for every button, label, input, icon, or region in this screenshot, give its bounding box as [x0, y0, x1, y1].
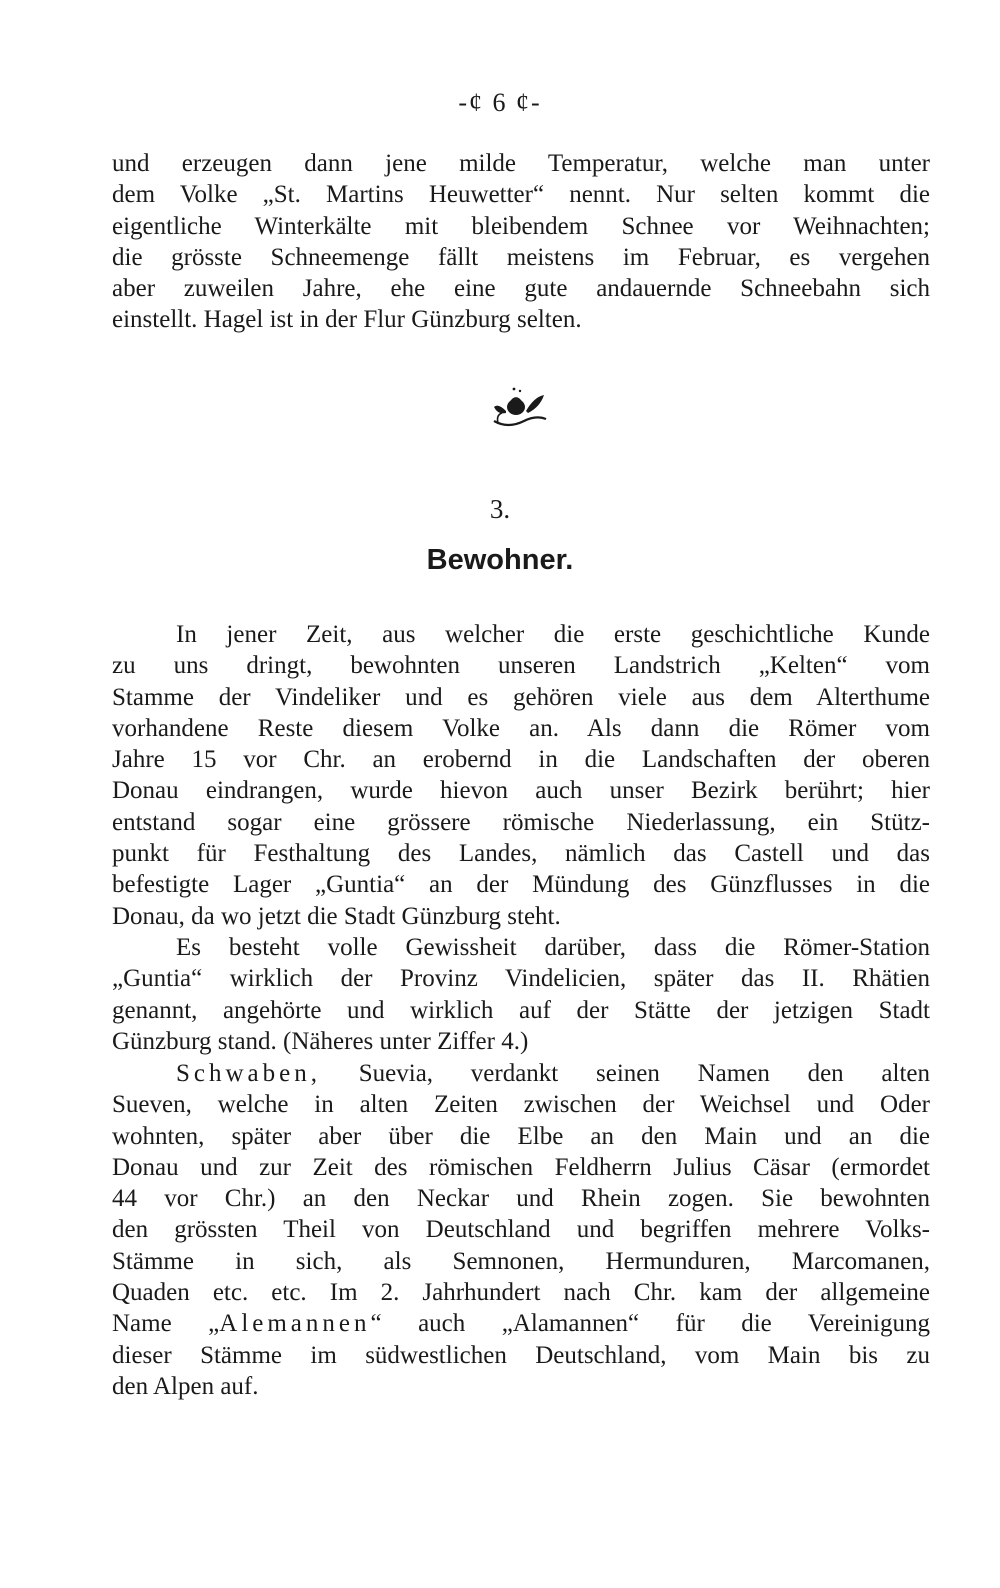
- text-line: Quaden etc. etc. Im 2. Jahrhundert nach Chr. kam der allgemeine: [112, 1279, 930, 1307]
- text-line: eigentliche Winterkälte mit bleibendem Schnee vor Weihnachten;: [112, 212, 930, 240]
- spaced-word: Schwaben,: [176, 1060, 321, 1087]
- text-line: aber zuweilen Jahre, ehe eine gute andauernde Schneebahn sich: [112, 275, 930, 303]
- text-line: befestigte Lager „Guntia“ an der Mündung des Günzflusses in die: [112, 871, 930, 899]
- text-line: entstand sogar eine grössere römische Niederlassung, ein Stütz-: [112, 808, 930, 836]
- paragraph: [112, 1058, 930, 1402]
- text-line: Jahre 15 vor Chr. an erobernd in die Landschaften der oberen: [112, 746, 930, 774]
- text-line: dieser Stämme im südwestlichen Deutschland, vom Main bis zu: [112, 1341, 930, 1369]
- intro-paragraph: [112, 148, 930, 336]
- text-line: den Alpen auf.: [112, 1372, 259, 1400]
- text-line: [112, 1308, 930, 1339]
- page-number: -¢ 6 ¢-: [458, 88, 542, 117]
- text-line: Es besteht volle Gewissheit darüber, dass die Römer-Station: [176, 934, 930, 961]
- paragraph: [112, 932, 930, 1057]
- text-line: den grössten Theil von Deutschland und begriffen mehrere Volks-: [112, 1216, 930, 1244]
- text-line: Stämme in sich, als Semnonen, Hermunduren, Marcomanen,: [112, 1247, 930, 1275]
- section-title: Bewohner.: [426, 544, 574, 576]
- text-line: [112, 1058, 930, 1089]
- section-number: 3.: [489, 494, 511, 524]
- paragraph: [112, 619, 930, 932]
- text-line: punkt für Festhaltung des Landes, nämlich das Castell und das: [112, 840, 930, 868]
- text-line: Sueven, welche in alten Zeiten zwischen der Weichsel und Oder: [112, 1091, 930, 1119]
- text-line: genannt, angehörte und wirklich auf der Stätte der jetzigen Stadt: [112, 996, 930, 1024]
- text-line: und erzeugen dann jene milde Temperatur, welche man unter: [112, 150, 930, 177]
- text-line: wohnten, später aber über die Elbe an den Main und an die: [112, 1122, 930, 1150]
- text-line: 44 vor Chr.) an den Neckar und Rhein zogen. Sie bewohnten: [112, 1185, 930, 1213]
- text-line: vorhandene Reste diesem Volke an. Als dann die Römer vom: [112, 714, 930, 742]
- spaced-word: Alemannen: [219, 1310, 371, 1338]
- text-line: Günzburg stand. (Näheres unter Ziffer 4.): [112, 1027, 529, 1055]
- text-line: Donau und zur Zeit des römischen Feldherrn Julius Cäsar (ermordet: [112, 1153, 930, 1181]
- text-line: Donau eindrangen, wurde hievon auch unser Bezirk berührt; hier: [112, 777, 930, 805]
- text-line: „Guntia“ wirklich der Provinz Vindelicien, später das II. Rhätien: [112, 965, 930, 993]
- text-fragment: “ auch „Alamannen“ für die Vereinigung: [370, 1310, 930, 1338]
- floral-vignette-icon: [490, 385, 550, 433]
- text-fragment: Name „: [112, 1310, 220, 1338]
- text-line: In jener Zeit, aus welcher die erste geschichtliche Kunde: [176, 621, 930, 648]
- text-line: zu uns dringt, bewohnten unseren Landstrich „Kelten“ vom: [112, 652, 930, 680]
- text-fragment: Suevia, verdankt seinen Namen den alten: [321, 1060, 930, 1087]
- text-line: einstellt. Hagel ist in der Flur Günzburg selten.: [112, 306, 582, 334]
- text-line: die grösste Schneemenge fällt meistens im Februar, es vergehen: [112, 243, 930, 271]
- text-line: Donau, da wo jetzt die Stadt Günzburg steht.: [112, 902, 561, 930]
- text-line: dem Volke „St. Martins Heuwetter“ nennt. Nur selten kommt die: [112, 181, 930, 209]
- text-line: Stamme der Vindeliker und es gehören viele aus dem Alterthume: [112, 683, 930, 711]
